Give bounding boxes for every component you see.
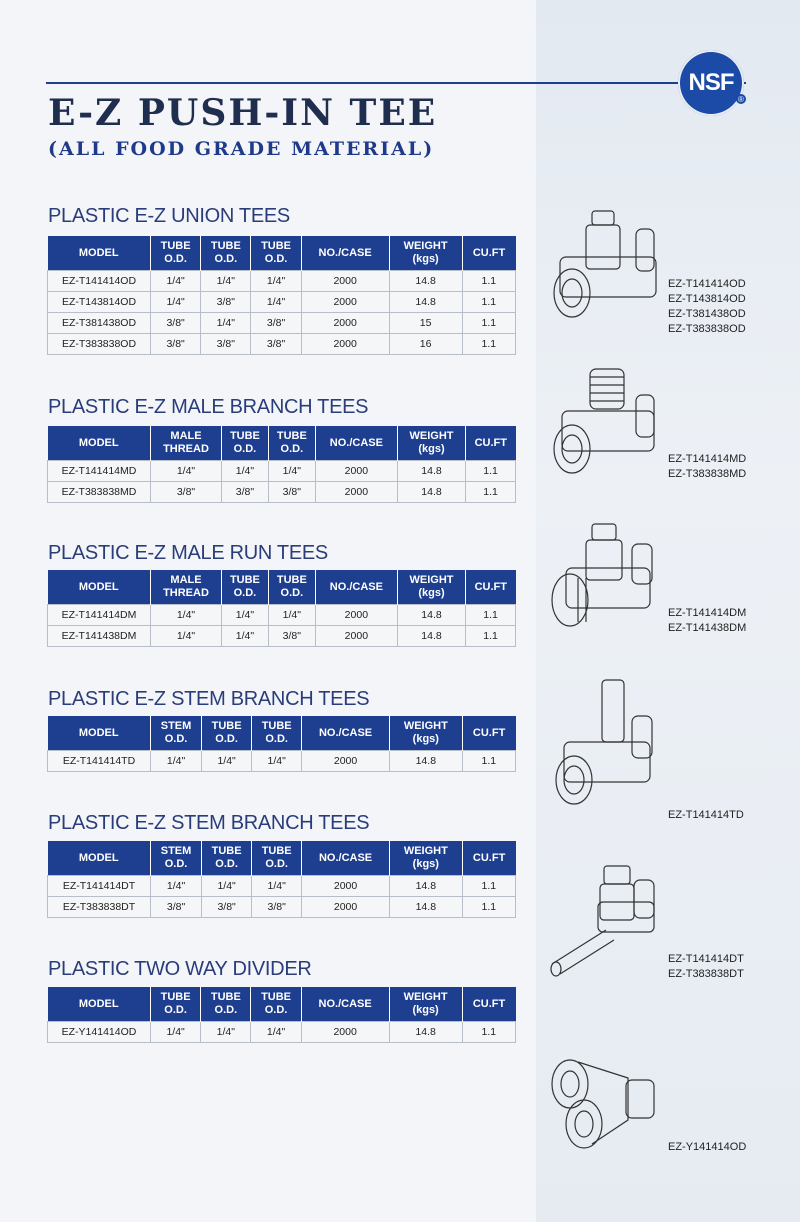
table-cell: 1.1 xyxy=(462,876,515,897)
table-cell: 3/8" xyxy=(251,313,301,334)
table-cell: 3/8" xyxy=(151,897,202,918)
column-header: MALE THREAD xyxy=(151,570,222,605)
table-cell: EZ-T383838DT xyxy=(48,897,151,918)
table-cell: EZ-T141414DT xyxy=(48,876,151,897)
table-cell: 3/8" xyxy=(201,334,251,355)
column-header: TUBE O.D. xyxy=(202,716,252,751)
table-cell: 1/4" xyxy=(201,271,251,292)
table-cell: EZ-T141414OD xyxy=(48,271,151,292)
column-header: NO./CASE xyxy=(302,841,390,876)
table-row xyxy=(48,334,516,355)
table-row xyxy=(48,292,516,313)
table-cell: 1.1 xyxy=(462,897,515,918)
model-caption xyxy=(668,452,746,482)
section-title: PLASTIC E-Z STEM BRANCH TEES xyxy=(48,812,370,834)
table-cell: 14.8 xyxy=(397,482,465,503)
table-cell: EZ-T141438DM xyxy=(48,626,151,647)
nsf-logo-text: NSF xyxy=(688,69,734,96)
column-header: CU.FT xyxy=(462,236,515,271)
column-header: TUBE O.D. xyxy=(268,426,315,461)
table-cell: 2000 xyxy=(315,605,397,626)
section-title: PLASTIC E-Z UNION TEES xyxy=(48,205,290,227)
column-header: WEIGHT (kgs) xyxy=(389,716,462,751)
table-cell: 2000 xyxy=(315,626,397,647)
table-cell: 1/4" xyxy=(151,876,202,897)
table-cell: 2000 xyxy=(315,482,397,503)
column-header: MODEL xyxy=(48,236,151,271)
stem-tee-illustration xyxy=(548,860,660,980)
table-cell: 1.1 xyxy=(462,313,515,334)
table-cell: 3/8" xyxy=(268,482,315,503)
column-header: MODEL xyxy=(48,426,151,461)
table-cell: EZ-Y141414OD xyxy=(48,1022,151,1043)
page-title: E-Z PUSH-IN TEE xyxy=(48,92,438,134)
table-cell: 1/4" xyxy=(202,876,252,897)
table-cell: 14.8 xyxy=(397,461,465,482)
column-header: NO./CASE xyxy=(302,716,390,751)
table-cell: 3/8" xyxy=(221,482,268,503)
table-cell: 1/4" xyxy=(268,461,315,482)
table-cell: 1/4" xyxy=(252,876,302,897)
table-row xyxy=(48,313,516,334)
stem-branch-tee-illustration xyxy=(548,676,658,816)
table-header-row xyxy=(48,987,516,1022)
spec-table xyxy=(47,236,516,355)
table-cell: 3/8" xyxy=(201,292,251,313)
table-cell: 14.8 xyxy=(389,876,462,897)
table-cell: 1/4" xyxy=(252,751,302,772)
column-header: NO./CASE xyxy=(315,426,397,461)
table-cell: 2000 xyxy=(301,292,389,313)
table-cell: 3/8" xyxy=(202,897,252,918)
table-row xyxy=(48,461,516,482)
table-cell: 1/4" xyxy=(201,1022,251,1043)
column-header: TUBE O.D. xyxy=(251,987,301,1022)
table-cell: 2000 xyxy=(301,1022,389,1043)
column-header: CU.FT xyxy=(462,987,515,1022)
model-caption xyxy=(668,952,744,982)
column-header: NO./CASE xyxy=(301,236,389,271)
table-row xyxy=(48,897,516,918)
table-row xyxy=(48,751,516,772)
table-cell: 14.8 xyxy=(389,1022,462,1043)
column-header: STEM O.D. xyxy=(151,841,202,876)
table-cell: 1.1 xyxy=(462,334,515,355)
table-cell: 1/4" xyxy=(201,313,251,334)
header-rule xyxy=(46,82,746,84)
table-cell: 1/4" xyxy=(151,271,201,292)
two-way-divider-illustration xyxy=(548,1048,660,1158)
table-cell: 1.1 xyxy=(462,271,515,292)
section-title: PLASTIC TWO WAY DIVIDER xyxy=(48,958,312,980)
table-cell: 14.8 xyxy=(389,751,462,772)
column-header: NO./CASE xyxy=(315,570,397,605)
column-header: TUBE O.D. xyxy=(221,570,268,605)
column-header: MODEL xyxy=(48,841,151,876)
table-cell: 3/8" xyxy=(151,334,201,355)
column-header: WEIGHT (kgs) xyxy=(389,236,462,271)
table-cell: EZ-T141414DM xyxy=(48,605,151,626)
page-subtitle: (ALL FOOD GRADE MATERIAL) xyxy=(48,138,435,160)
column-header: TUBE O.D. xyxy=(221,426,268,461)
column-header: MALE THREAD xyxy=(151,426,222,461)
section-title: PLASTIC E-Z MALE BRANCH TEES xyxy=(48,396,369,418)
male-branch-tee-illustration xyxy=(550,365,660,485)
table-cell: 3/8" xyxy=(151,313,201,334)
model-caption-line: EZ-T383838DT xyxy=(668,968,744,980)
table-cell: 1.1 xyxy=(466,461,516,482)
column-header: WEIGHT (kgs) xyxy=(397,426,465,461)
table-cell: 1.1 xyxy=(462,292,515,313)
column-header: TUBE O.D. xyxy=(201,236,251,271)
table-header-row xyxy=(48,426,516,461)
male-run-tee-illustration xyxy=(548,518,658,638)
model-caption xyxy=(668,606,746,636)
column-header: WEIGHT (kgs) xyxy=(389,841,462,876)
table-cell: EZ-T141414TD xyxy=(48,751,151,772)
table-cell: EZ-T381438OD xyxy=(48,313,151,334)
table-cell: 1/4" xyxy=(151,461,222,482)
table-cell: 3/8" xyxy=(251,334,301,355)
column-header: MODEL xyxy=(48,570,151,605)
table-cell: 1/4" xyxy=(268,605,315,626)
column-header: TUBE O.D. xyxy=(201,987,251,1022)
model-caption-line: EZ-T141414DM xyxy=(668,607,747,619)
table-cell: 1.1 xyxy=(462,751,515,772)
table-cell: 14.8 xyxy=(389,897,462,918)
column-header: CU.FT xyxy=(462,716,515,751)
table-cell: 1.1 xyxy=(466,626,516,647)
model-caption-line: EZ-T141414OD xyxy=(668,278,746,290)
model-caption-line: EZ-Y141414OD xyxy=(668,1141,747,1153)
model-caption-line: EZ-T381438OD xyxy=(668,308,746,320)
table-row xyxy=(48,482,516,503)
column-header: CU.FT xyxy=(466,426,516,461)
model-caption xyxy=(668,1140,746,1155)
table-cell: 1/4" xyxy=(151,751,202,772)
table-cell: 14.8 xyxy=(397,605,465,626)
table-header-row xyxy=(48,841,516,876)
table-cell: 2000 xyxy=(315,461,397,482)
table-cell: 1/4" xyxy=(202,751,252,772)
table-cell: 16 xyxy=(389,334,462,355)
table-cell: EZ-T143814OD xyxy=(48,292,151,313)
model-caption-line: EZ-T143814OD xyxy=(668,293,746,305)
column-header: TUBE O.D. xyxy=(268,570,315,605)
table-row xyxy=(48,626,516,647)
model-caption xyxy=(668,808,744,823)
column-header: TUBE O.D. xyxy=(151,236,201,271)
column-header: TUBE O.D. xyxy=(202,841,252,876)
table-cell: 1/4" xyxy=(251,292,301,313)
table-cell: 1/4" xyxy=(251,1022,301,1043)
table-cell: 14.8 xyxy=(397,626,465,647)
table-cell: 3/8" xyxy=(268,626,315,647)
column-header: NO./CASE xyxy=(301,987,389,1022)
spec-table xyxy=(47,426,516,503)
table-cell: 14.8 xyxy=(389,292,462,313)
table-row xyxy=(48,876,516,897)
table-cell: EZ-T141414MD xyxy=(48,461,151,482)
model-caption-line: EZ-T383838MD xyxy=(668,468,747,480)
registered-mark: ® xyxy=(736,94,746,104)
column-header: CU.FT xyxy=(466,570,516,605)
table-cell: 2000 xyxy=(302,876,390,897)
table-cell: 15 xyxy=(389,313,462,334)
section-title: PLASTIC E-Z MALE RUN TEES xyxy=(48,542,328,564)
spec-table xyxy=(47,987,516,1043)
column-header: TUBE O.D. xyxy=(151,987,201,1022)
model-caption-line: EZ-T141438DM xyxy=(668,622,747,634)
table-header-row xyxy=(48,236,516,271)
spec-table xyxy=(47,716,516,772)
spec-table xyxy=(47,841,516,918)
column-header: CU.FT xyxy=(462,841,515,876)
spec-table xyxy=(47,570,516,647)
model-caption xyxy=(668,277,746,337)
model-caption-line: EZ-T141414TD xyxy=(668,809,744,821)
model-caption-line: EZ-T383838OD xyxy=(668,323,746,335)
table-cell: 1/4" xyxy=(221,626,268,647)
union-tee-illustration xyxy=(550,205,660,325)
column-header: WEIGHT (kgs) xyxy=(389,987,462,1022)
table-cell: 14.8 xyxy=(389,271,462,292)
table-cell: 1.1 xyxy=(466,482,516,503)
table-cell: EZ-T383838MD xyxy=(48,482,151,503)
table-cell: 1/4" xyxy=(151,1022,201,1043)
column-header: MODEL xyxy=(48,987,151,1022)
table-row xyxy=(48,271,516,292)
table-cell: 1/4" xyxy=(251,271,301,292)
nsf-logo xyxy=(678,50,744,116)
column-header: STEM O.D. xyxy=(151,716,202,751)
table-cell: 2000 xyxy=(301,313,389,334)
table-cell: 3/8" xyxy=(151,482,222,503)
table-cell: 1/4" xyxy=(151,292,201,313)
table-cell: 1/4" xyxy=(221,605,268,626)
column-header: TUBE O.D. xyxy=(252,841,302,876)
table-cell: 2000 xyxy=(302,897,390,918)
column-header: TUBE O.D. xyxy=(252,716,302,751)
table-row xyxy=(48,605,516,626)
table-cell: EZ-T383838OD xyxy=(48,334,151,355)
column-header: WEIGHT (kgs) xyxy=(397,570,465,605)
model-caption-line: EZ-T141414MD xyxy=(668,453,747,465)
table-cell: 1/4" xyxy=(221,461,268,482)
table-header-row xyxy=(48,570,516,605)
section-title: PLASTIC E-Z STEM BRANCH TEES xyxy=(48,688,370,710)
table-row xyxy=(48,1022,516,1043)
table-cell: 1/4" xyxy=(151,626,222,647)
table-cell: 1.1 xyxy=(462,1022,515,1043)
table-header-row xyxy=(48,716,516,751)
column-header: TUBE O.D. xyxy=(251,236,301,271)
table-cell: 2000 xyxy=(301,334,389,355)
model-caption-line: EZ-T141414DT xyxy=(668,953,744,965)
table-cell: 2000 xyxy=(301,271,389,292)
table-cell: 1/4" xyxy=(151,605,222,626)
column-header: MODEL xyxy=(48,716,151,751)
table-cell: 1.1 xyxy=(466,605,516,626)
table-cell: 2000 xyxy=(302,751,390,772)
table-cell: 3/8" xyxy=(252,897,302,918)
